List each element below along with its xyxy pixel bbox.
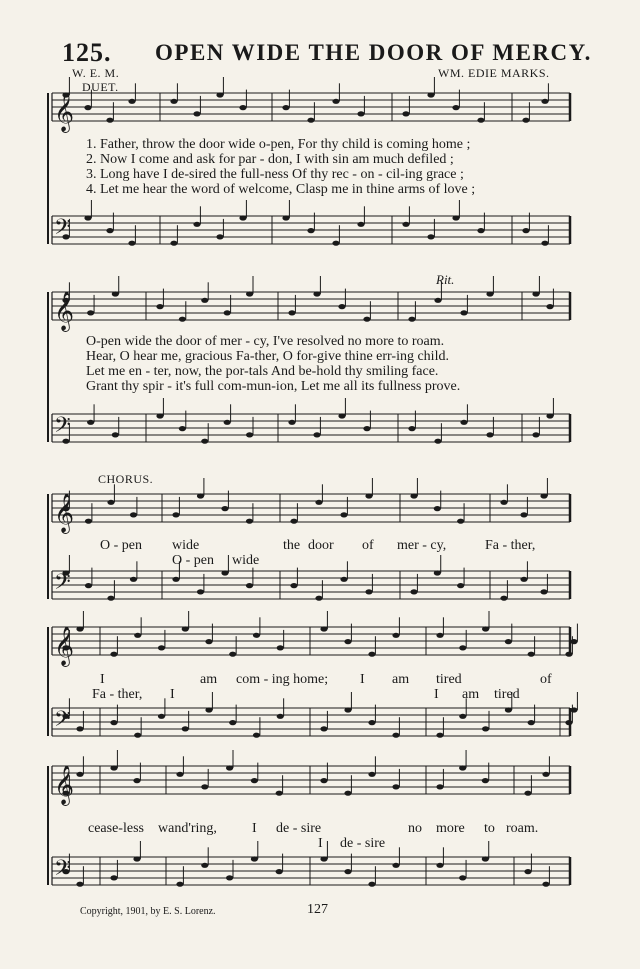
chorus-s2-l3: I: [434, 687, 439, 702]
note-head: [130, 577, 137, 582]
note-head: [179, 317, 186, 322]
chorus-s1-l1: O - pen: [172, 553, 214, 568]
note-head: [410, 589, 417, 594]
note-head: [459, 765, 466, 770]
note-head: [528, 720, 535, 725]
treble-clef-icon: 𝄞: [54, 626, 75, 666]
note-head: [251, 778, 258, 783]
bass-clef-icon: 𝄢: [54, 570, 71, 600]
note-head: [482, 856, 489, 861]
note-head: [130, 512, 137, 517]
note-head: [368, 882, 375, 887]
chorus-s3-w2: wand'ring,: [158, 821, 217, 836]
note-head: [320, 856, 327, 861]
note-head: [246, 519, 253, 524]
hymn-number: 125.: [62, 38, 112, 67]
treble-clef-icon: 𝄞: [54, 291, 75, 331]
chorus-s1-w4: door: [308, 538, 334, 553]
note-head: [482, 778, 489, 783]
note-head: [182, 626, 189, 631]
chorus-s3-w8: roam.: [506, 821, 539, 836]
note-head: [229, 720, 236, 725]
note-head: [224, 420, 231, 425]
note-head: [107, 500, 114, 505]
note-head: [368, 720, 375, 725]
chorus-s2-l2: I: [170, 687, 175, 702]
note-head: [201, 784, 208, 789]
note-head: [201, 439, 208, 444]
note-head: [224, 310, 231, 315]
chorus-s2-w6: tired: [436, 672, 462, 687]
chorus-s1-w2: wide: [172, 538, 200, 553]
note-head: [434, 298, 441, 303]
note-head: [85, 519, 92, 524]
note-head: [392, 863, 399, 868]
note-head: [253, 633, 260, 638]
chorus-s2-w2: am: [200, 672, 218, 687]
note-head: [106, 228, 113, 233]
note-head: [226, 765, 233, 770]
note-head: [128, 99, 135, 104]
note-head: [505, 707, 512, 712]
note-head: [277, 645, 284, 650]
note-head: [357, 111, 364, 116]
note-head: [156, 413, 163, 418]
note-head: [87, 310, 94, 315]
note-head: [290, 583, 297, 588]
note-head: [434, 439, 441, 444]
note-head: [320, 778, 327, 783]
chorus-s1-w3: the: [283, 538, 301, 553]
chorus-s3-l1: I: [318, 836, 323, 851]
note-head: [520, 577, 527, 582]
note-head: [460, 420, 467, 425]
note-head: [315, 500, 322, 505]
chorus-s2-l4: am: [462, 687, 480, 702]
note-head: [524, 791, 531, 796]
chorus-s3-l2: de - sire: [340, 836, 386, 851]
verse-4-line-a: 4. Let me hear the word of welcome, Clasp me in thine arms of love ;: [86, 182, 476, 197]
note-head: [546, 413, 553, 418]
note-head: [156, 304, 163, 309]
note-head: [344, 869, 351, 874]
note-head: [221, 570, 228, 575]
note-head: [179, 426, 186, 431]
chorus-s3-w4: de - sire: [276, 821, 322, 836]
chorus-s3-w5: no: [408, 821, 422, 836]
note-head: [542, 772, 549, 777]
note-head: [110, 652, 117, 657]
chorus-s3-w7: to: [484, 821, 495, 836]
note-head: [368, 652, 375, 657]
note-head: [239, 105, 246, 110]
chorus-s3-w1: cease-less: [88, 821, 144, 836]
note-head: [452, 105, 459, 110]
note-head: [76, 626, 83, 631]
note-head: [246, 583, 253, 588]
note-head: [546, 304, 553, 309]
note-head: [288, 310, 295, 315]
note-head: [363, 317, 370, 322]
note-head: [500, 500, 507, 505]
note-head: [239, 215, 246, 220]
note-head: [276, 869, 283, 874]
note-head: [85, 583, 92, 588]
verses-line-a: [86, 137, 475, 197]
chorus-s2-l1: Fa - ther,: [92, 687, 143, 702]
note-head: [410, 493, 417, 498]
note-head: [193, 111, 200, 116]
note-head: [540, 589, 547, 594]
note-head: [427, 92, 434, 97]
note-head: [482, 726, 489, 731]
page-number: 127: [307, 902, 328, 917]
note-head: [282, 215, 289, 220]
note-head: [246, 291, 253, 296]
note-head: [277, 714, 284, 719]
verse-3-line-b: Let me en - ter, now, the por-tals And be-hold thy smiling face.: [86, 364, 439, 379]
note-head: [276, 791, 283, 796]
note-head: [193, 222, 200, 227]
note-head: [112, 291, 119, 296]
note-head: [313, 291, 320, 296]
note-head: [201, 863, 208, 868]
chorus-s2-w5: am: [392, 672, 410, 687]
note-head: [197, 493, 204, 498]
note-head: [357, 222, 364, 227]
note-head: [110, 875, 117, 880]
verse-2-line-a: 2. Now I come and ask for par - don, I with sin am much defiled ;: [86, 152, 454, 167]
note-head: [392, 733, 399, 738]
note-head: [459, 875, 466, 880]
note-head: [520, 512, 527, 517]
chorus-s1-w7: Fa - ther,: [485, 538, 536, 553]
note-head: [532, 432, 539, 437]
note-head: [452, 215, 459, 220]
note-head: [229, 652, 236, 657]
section-label: DUET.: [82, 80, 119, 94]
note-head: [340, 577, 347, 582]
note-head: [392, 633, 399, 638]
note-head: [541, 99, 548, 104]
note-head: [134, 633, 141, 638]
note-head: [332, 241, 339, 246]
chorus-s2-w7: of: [540, 672, 552, 687]
note-head: [84, 105, 91, 110]
note-head: [565, 652, 572, 657]
note-head: [436, 784, 443, 789]
note-head: [363, 426, 370, 431]
note-head: [522, 228, 529, 233]
note-head: [106, 118, 113, 123]
note-head: [524, 869, 531, 874]
note-head: [344, 707, 351, 712]
note-head: [216, 234, 223, 239]
chorus-label: CHORUS.: [98, 472, 154, 486]
note-head: [176, 772, 183, 777]
note-head: [344, 639, 351, 644]
note-head: [457, 519, 464, 524]
note-head: [201, 298, 208, 303]
note-head: [522, 118, 529, 123]
note-head: [486, 291, 493, 296]
note-head: [457, 583, 464, 588]
note-head: [158, 714, 165, 719]
note-head: [253, 733, 260, 738]
treble-clef-icon: 𝄞: [54, 493, 75, 533]
note-head: [313, 432, 320, 437]
note-head: [500, 596, 507, 601]
verse-4-line-b: Grant thy spir - it's full com-mun-ion, Let me all its fullness prove.: [86, 379, 461, 394]
copyright: Copyright, 1901, by E. S. Lorenz.: [80, 906, 216, 917]
note-head: [76, 882, 83, 887]
note-head: [365, 493, 372, 498]
note-head: [107, 596, 114, 601]
note-head: [392, 784, 399, 789]
note-head: [282, 105, 289, 110]
note-head: [340, 512, 347, 517]
note-head: [459, 714, 466, 719]
note-head: [76, 772, 83, 777]
note-head: [427, 234, 434, 239]
note-head: [528, 652, 535, 657]
note-head: [542, 882, 549, 887]
chorus-s1-l2: wide: [232, 553, 260, 568]
bass-clef-icon: 𝄢: [54, 413, 71, 443]
note-head: [365, 589, 372, 594]
note-head: [112, 432, 119, 437]
note-head: [486, 432, 493, 437]
note-head: [368, 772, 375, 777]
note-head: [402, 111, 409, 116]
note-head: [182, 726, 189, 731]
note-head: [408, 317, 415, 322]
note-head: [290, 519, 297, 524]
note-head: [532, 291, 539, 296]
note-head: [221, 506, 228, 511]
chorus-s2-w3: com - ing home;: [236, 672, 329, 687]
note-head: [134, 733, 141, 738]
note-head: [565, 720, 572, 725]
chorus-s1-w1: O - pen: [100, 538, 142, 553]
note-head: [477, 118, 484, 123]
note-head: [570, 639, 577, 644]
chorus-s1-w6: mer - cy,: [397, 538, 447, 553]
note-head: [460, 310, 467, 315]
note-head: [477, 228, 484, 233]
note-head: [402, 222, 409, 227]
verse-1-line-a: 1. Father, throw the door wide o-pen, For thy child is coming home ;: [86, 137, 471, 152]
note-head: [332, 99, 339, 104]
note-head: [84, 215, 91, 220]
note-head: [320, 726, 327, 731]
note-head: [408, 426, 415, 431]
note-head: [315, 596, 322, 601]
note-head: [110, 720, 117, 725]
note-head: [570, 707, 577, 712]
hymn-title: OPEN WIDE THE DOOR OF MERCY.: [155, 40, 592, 65]
note-head: [459, 645, 466, 650]
verse-1-line-b: O-pen wide the door of mer - cy, I've resolved no more to roam.: [86, 334, 445, 349]
bass-clef-icon: 𝄢: [54, 215, 71, 245]
note-head: [170, 241, 177, 246]
note-head: [110, 765, 117, 770]
verses-line-b: [86, 334, 460, 394]
note-head: [307, 118, 314, 123]
note-head: [87, 420, 94, 425]
note-head: [216, 92, 223, 97]
note-head: [170, 99, 177, 104]
note-head: [288, 420, 295, 425]
note-head: [540, 493, 547, 498]
chorus-s2-w4: I: [360, 672, 365, 687]
treble-clef-icon: 𝄞: [54, 92, 75, 132]
note-head: [434, 570, 441, 575]
note-head: [76, 726, 83, 731]
note-head: [172, 577, 179, 582]
note-head: [133, 778, 140, 783]
note-head: [251, 856, 258, 861]
verse-2-line-b: Hear, O hear me, gracious Fa-ther, O for-give thine err-ing child.: [86, 349, 449, 364]
note-head: [226, 875, 233, 880]
bass-clef-icon: 𝄢: [54, 707, 71, 737]
bass-clef-icon: 𝄢: [54, 856, 71, 886]
note-head: [482, 626, 489, 631]
verse-3-line-a: 3. Long have I de-sired the full-ness Of thy rec - on - cil-ing grace ;: [86, 167, 464, 182]
treble-clef-icon: 𝄞: [54, 765, 75, 805]
note-head: [320, 626, 327, 631]
chorus-s2-l5: tired: [494, 687, 520, 702]
note-head: [133, 856, 140, 861]
note-head: [541, 241, 548, 246]
note-head: [205, 639, 212, 644]
note-head: [505, 639, 512, 644]
note-head: [197, 589, 204, 594]
note-head: [436, 633, 443, 638]
note-head: [338, 304, 345, 309]
chorus-s1-w5: of: [362, 538, 374, 553]
note-head: [338, 413, 345, 418]
note-head: [436, 733, 443, 738]
note-head: [176, 882, 183, 887]
chorus-s2-w1: I: [100, 672, 105, 687]
note-head: [307, 228, 314, 233]
music-credit: WM. EDIE MARKS.: [438, 66, 550, 80]
note-head: [434, 506, 441, 511]
chorus-s3-w3: I: [252, 821, 257, 836]
note-head: [436, 863, 443, 868]
note-head: [158, 645, 165, 650]
chorus-s3-w6: more: [436, 821, 465, 836]
note-head: [344, 791, 351, 796]
note-head: [246, 432, 253, 437]
note-head: [205, 707, 212, 712]
note-head: [128, 241, 135, 246]
note-head: [172, 512, 179, 517]
words-credit: W. E. M.: [72, 66, 120, 80]
rit-label: Rit.: [436, 272, 455, 287]
